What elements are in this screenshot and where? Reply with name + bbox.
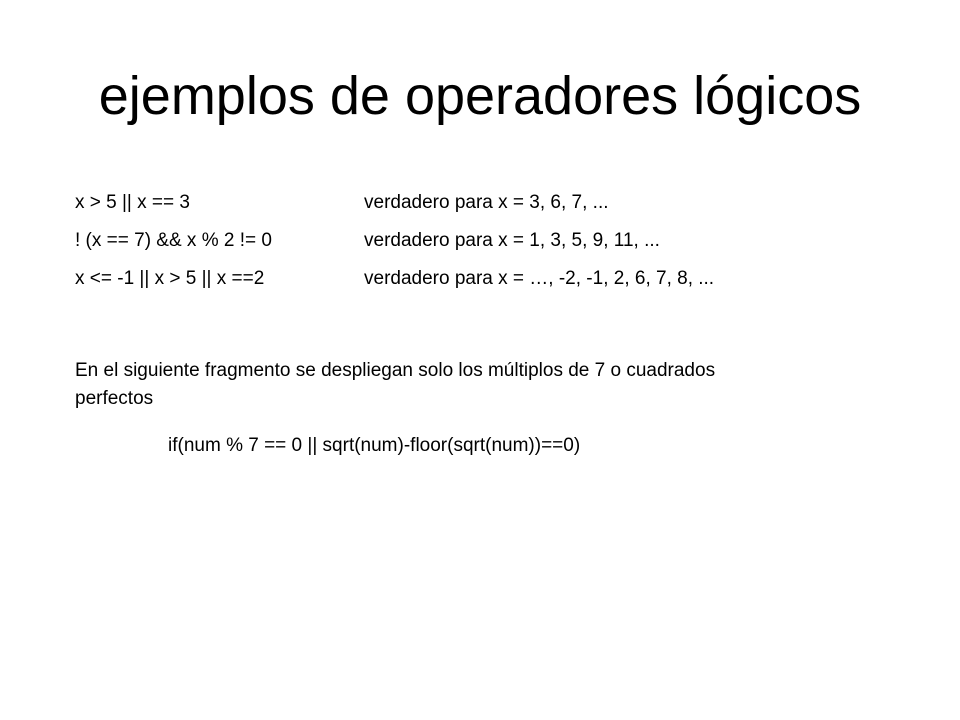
description-text: En el siguiente fragmento se despliegan solo los múltiplos de 7 o cuadrados perfectos	[75, 360, 716, 409]
code-line: if(num % 7 == 0 || sqrt(num)-floor(sqrt(num))==0)	[168, 435, 581, 456]
example-result: verdadero para x = 3, 6, 7, ...	[364, 192, 609, 213]
example-expression: x <= -1 || x > 5 || x ==2	[75, 268, 265, 289]
example-row	[75, 222, 875, 260]
example-expression: x > 5 || x == 3	[75, 192, 190, 213]
example-row	[75, 260, 875, 298]
example-result: verdadero para x = 1, 3, 5, 9, 11, ...	[364, 230, 660, 251]
slide-title: ejemplos de operadores lógicos	[98, 66, 862, 126]
example-expression: ! (x == 7) && x % 2 != 0	[75, 230, 272, 251]
example-row	[75, 184, 875, 222]
examples-list	[75, 184, 875, 298]
example-result: verdadero para x = …, -2, -1, 2, 6, 7, 8, ...	[364, 268, 715, 289]
